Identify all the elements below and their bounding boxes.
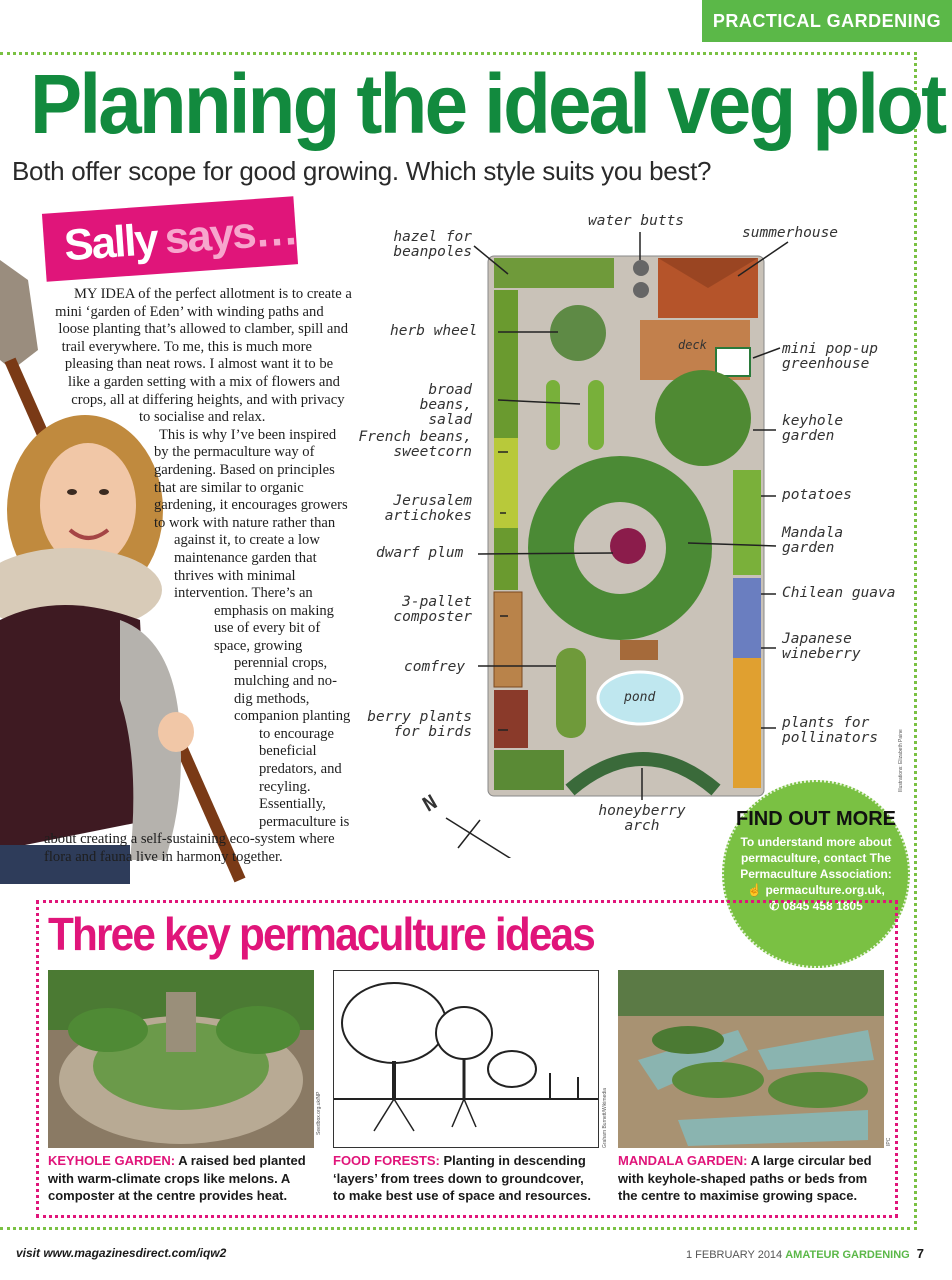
- caption-keyhole-heading: KEYHOLE GARDEN:: [48, 1153, 176, 1168]
- caption-mandala-text: A large circular bed with keyhole-shaped paths or beds from the centre to maximise growing space.: [618, 1153, 872, 1203]
- caption-food-forests-heading: FOOD FORESTS:: [333, 1153, 440, 1168]
- article-paragraph-1: MY IDEA of the perfect allotment is to create a mini ‘garden of Eden’ with winding paths and loose planting that’s allowed to clamber, spill and trail everywhere. To me, this is much more pleasing than neat rows. I almost want it to be like a garden setting with a mix of flowers and crops, all at differing heights, and with privacy to socialise and relax.: [55, 286, 352, 426]
- article-body: [44, 286, 354, 867]
- phone-icon: ✆: [769, 899, 780, 913]
- label-pond: pond: [624, 690, 656, 705]
- caption-food-forests-text: Planting in descending ‘layers’ from trees down to groundcover, to make best use of space and resources.: [333, 1153, 591, 1203]
- click-icon: ☝: [747, 883, 763, 897]
- footer-magazine: AMATEUR GARDENING: [785, 1249, 910, 1261]
- keyhole-garden-photo: [48, 970, 314, 1148]
- label-herb-wheel: herb wheel: [390, 323, 478, 339]
- article-paragraph-2: This is why I’ve been inspired by the permaculture way of gardening. Based on principles that are similar to organic gardening, it encourages growers to work with nature rather than against it, to create a low maintenance garden that thrives with minimal intervention. There’s an emphasis on making use of every bit of space, growing perennial crops, mulching and no-dig methods, companion planting to encourage beneficial predators, and recyling. Essentially, permaculture is about creating a self-sustaining eco-system where flora and fauna live in harmony together.: [44, 426, 351, 865]
- label-deck: deck: [678, 338, 707, 352]
- illustration-credit: Illustrations: Elizabeth Paine: [898, 729, 904, 792]
- footer-info: [686, 1246, 924, 1261]
- find-out-more-website[interactable]: [724, 882, 908, 898]
- label-keyhole: keyhole garden: [782, 413, 844, 444]
- byline-says: says…: [163, 205, 299, 264]
- footer-date: 1 FEBRUARY 2014: [685, 1249, 783, 1261]
- label-chilean-guava: Chilean guava: [782, 585, 896, 601]
- food-forest-drawing: [333, 970, 599, 1148]
- food-forest-credit: Graham Burnett/Wikimedia: [602, 1087, 608, 1148]
- label-water-butts: water butts: [588, 213, 685, 229]
- caption-keyhole-text: A raised bed planted with warm-climate crops like melons. A composter at the centre provides heat.: [48, 1153, 306, 1203]
- label-dwarf-plum: dwarf plum: [376, 545, 464, 561]
- footer-page-number: 7: [916, 1246, 924, 1261]
- label-jerusalem: Jerusalem artichokes: [384, 493, 472, 524]
- caption-mandala: [618, 1152, 888, 1205]
- label-honeyberry: honeyberry arch: [598, 803, 686, 834]
- label-mandala: Mandala garden: [782, 525, 844, 556]
- find-out-more-title: FIND OUT MORE: [736, 808, 896, 830]
- caption-keyhole: [48, 1152, 320, 1205]
- byline-name: Sally: [62, 214, 159, 271]
- section-tag: PRACTICAL GARDENING: [702, 0, 952, 42]
- ideas-title: Three key permaculture ideas: [48, 908, 594, 960]
- keyhole-credit: Seedbox.org.uk/NP: [316, 1091, 322, 1135]
- website-text: permaculture.org.uk,: [765, 883, 885, 897]
- page-title: Planning the ideal veg plot: [30, 57, 945, 151]
- label-comfrey: comfrey: [404, 659, 466, 675]
- label-broad-beans: broad beans, salad: [419, 382, 472, 428]
- label-berry-plants: berry plants for birds: [367, 709, 472, 740]
- label-composter: 3-pallet composter: [393, 594, 472, 625]
- label-summerhouse: summerhouse: [742, 225, 839, 241]
- caption-food-forests: [333, 1152, 599, 1205]
- label-greenhouse: mini pop-up greenhouse: [782, 341, 879, 372]
- label-pollinators: plants for pollinators: [782, 715, 879, 746]
- label-hazel: hazel for beanpoles: [393, 229, 472, 260]
- mandala-garden-photo: [618, 970, 884, 1148]
- footer-url[interactable]: visit www.magazinesdirect.com/iqw2: [16, 1246, 227, 1260]
- phone-text: 0845 458 1805: [782, 899, 863, 913]
- mandala-credit: IPC: [886, 1137, 892, 1146]
- label-wineberry: Japanese wineberry: [782, 631, 861, 662]
- north-marker: N: [418, 789, 441, 817]
- find-out-more-text: To understand more about permaculture, contact The Permaculture Association:: [740, 835, 892, 881]
- label-french-beans: French beans, sweetcorn: [358, 429, 472, 460]
- label-potatoes: potatoes: [782, 487, 852, 503]
- page-subtitle: Both offer scope for good growing. Which style suits you best?: [12, 156, 712, 186]
- garden-plan: [358, 208, 918, 858]
- caption-mandala-heading: MANDALA GARDEN:: [618, 1153, 748, 1168]
